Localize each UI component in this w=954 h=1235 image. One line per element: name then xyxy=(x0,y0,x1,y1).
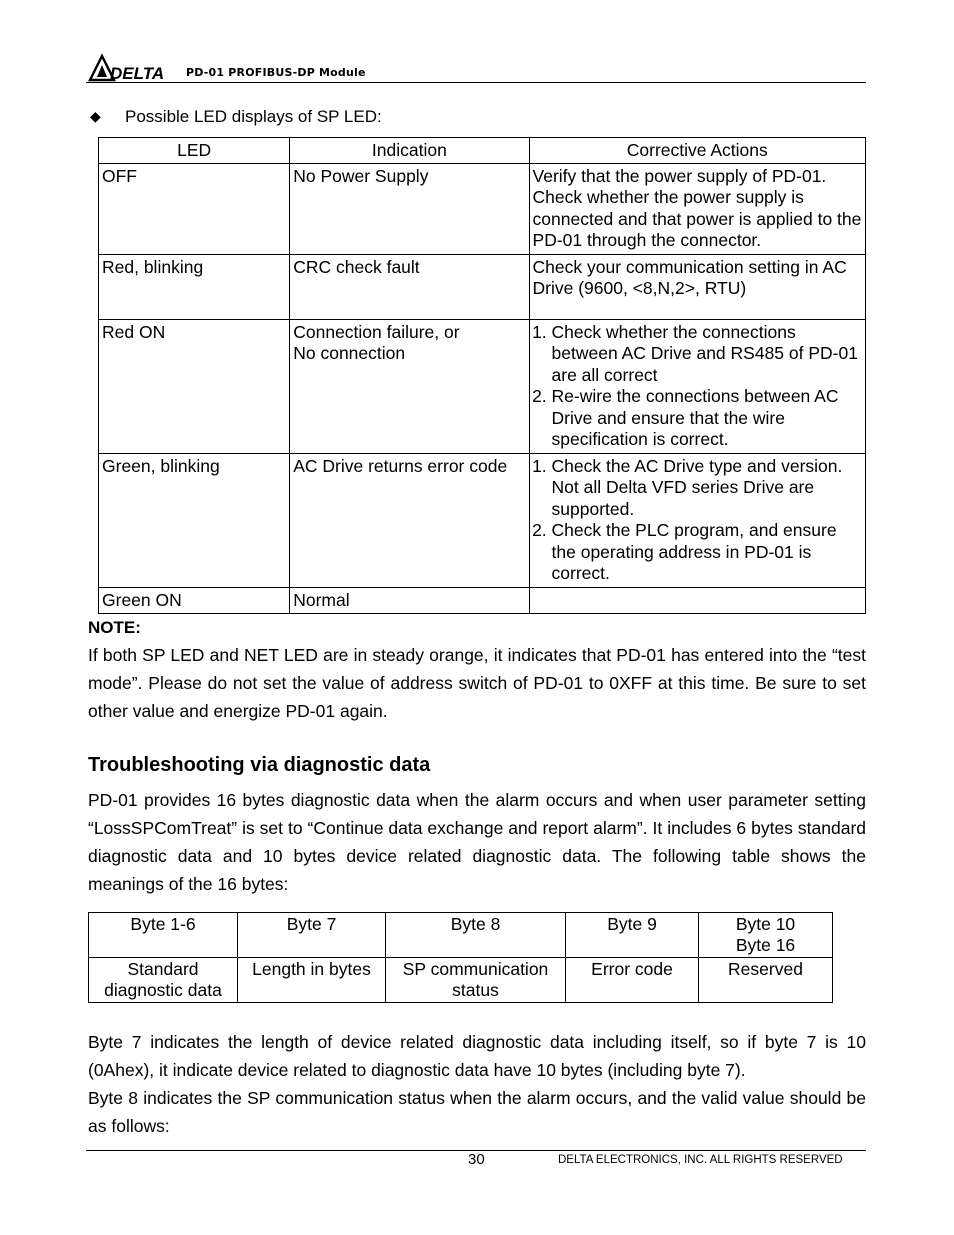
actions-list xyxy=(533,322,862,451)
indication-cell xyxy=(290,254,529,319)
actions-cell xyxy=(529,587,865,614)
actions-cell xyxy=(529,453,865,587)
actions-cell: Verify that the power supply of PD-01. Check whether the power supply is connected and that power is applied to the PD-01 through the connector. xyxy=(529,163,865,254)
byte-header-line: Byte 10 xyxy=(735,914,796,934)
header-title: PD-01 PROFIBUS-DP Module xyxy=(186,66,366,79)
indication-line: CRC check fault xyxy=(293,256,420,277)
delta-logo xyxy=(88,52,174,82)
led-cell: Green, blinking xyxy=(99,453,290,587)
table-row xyxy=(99,587,866,614)
indication-cell xyxy=(290,163,529,254)
action-item: 2. Check the PLC program, and ensure the operating address in PD-01 is correct. xyxy=(552,520,862,585)
byte-header-line: Byte 8 xyxy=(450,914,501,934)
action-item: 1. Check whether the connections between AC Drive and RS485 of PD-01 are all correct xyxy=(552,322,862,387)
byte-value-line: SP communication xyxy=(402,959,549,979)
indication-line: No Power Supply xyxy=(293,165,429,186)
led-cell: OFF xyxy=(99,163,290,254)
actions-cell: Check your communication setting in AC Drive (9600, <8,N,2>, RTU) xyxy=(529,254,865,319)
bullet-intro-text: Possible LED displays of SP LED: xyxy=(125,107,382,126)
actions-cell xyxy=(529,319,865,453)
header-divider xyxy=(86,82,866,83)
indication-line: Connection failure, or xyxy=(293,321,460,342)
table-row xyxy=(99,319,866,453)
byte-value-line: Length in bytes xyxy=(252,959,371,979)
byte-value-line: status xyxy=(452,980,499,1000)
led-header-actions: Corrective Actions xyxy=(529,138,865,164)
table-row xyxy=(99,453,866,587)
byte-header-cell xyxy=(89,913,238,958)
action-item: 2. Re-wire the connections between AC Drive and ensure that the wire specification is correct. xyxy=(552,386,862,451)
indication-cell xyxy=(290,453,529,587)
copyright-text: DELTA ELECTRONICS, INC. ALL RIGHTS RESERVED xyxy=(558,1154,843,1166)
byte-value-line: Standard xyxy=(127,959,199,979)
byte-value-cell xyxy=(566,958,699,1003)
svg-text:DELTA: DELTA xyxy=(110,64,165,82)
page-number: 30 xyxy=(468,1151,485,1168)
led-cell: Red, blinking xyxy=(99,254,290,319)
led-table xyxy=(98,137,866,614)
indication-line: No connection xyxy=(293,343,406,363)
note-label: NOTE: xyxy=(88,618,141,637)
byte7-paragraph: Byte 7 indicates the length of device related diagnostic data including itself, so if byte 7 is 10 (0Ahex), it indicate device related to diagnostic data have 10 bytes (including byte 7). xyxy=(88,1032,866,1080)
byte-value-line: Error code xyxy=(591,959,673,979)
byte-value-line: diagnostic data xyxy=(104,980,222,1000)
indication-cell xyxy=(290,319,529,453)
diagnostic-paragraph: PD-01 provides 16 bytes diagnostic data when the alarm occurs and when user parameter setting “LossSPComTreat” is set to “Continue data exchange and report alarm”. It includes 6 bytes standard diagnostic data and 10 bytes device related diagnostic data. The following table shows the meanings of the 16 bytes: xyxy=(88,790,866,894)
byte-header-cell xyxy=(386,913,566,958)
byte-value-cell xyxy=(699,958,833,1003)
byte-value-cell xyxy=(386,958,566,1003)
table-row xyxy=(99,163,866,254)
byte8-paragraph: Byte 8 indicates the SP communication status when the alarm occurs, and the valid value should be as follows: xyxy=(88,1088,866,1136)
led-header-indication: Indication xyxy=(290,138,529,164)
byte-value-line: Reserved xyxy=(728,959,803,979)
actions-list xyxy=(533,456,862,585)
byte-table-header-row xyxy=(89,913,833,958)
note-paragraph: If both SP LED and NET LED are in steady orange, it indicates that PD-01 has entered into the “test mode”. Please do not set the value of address switch of PD-01 to 0XFF at this time. Be sure to set other value and energize PD-01 again. xyxy=(88,645,866,721)
byte-value-cell xyxy=(89,958,238,1003)
byte-header-line: Byte 1-6 xyxy=(130,914,196,934)
byte-header-line: Byte 7 xyxy=(286,914,337,934)
led-table-header-row xyxy=(99,138,866,164)
indication-cell xyxy=(290,587,529,614)
diamond-bullet-icon: ◆ xyxy=(90,108,101,124)
led-cell: Green ON xyxy=(99,587,290,614)
byte-header-cell xyxy=(566,913,699,958)
led-header-led: LED xyxy=(99,138,290,164)
byte-header-line: Byte 9 xyxy=(607,914,657,934)
byte-value-cell xyxy=(238,958,386,1003)
byte-header-cell xyxy=(238,913,386,958)
section-heading: Troubleshooting via diagnostic data xyxy=(88,754,431,776)
byte-header-line: Byte 16 xyxy=(735,935,796,955)
led-cell: Red ON xyxy=(99,319,290,453)
byte-table-value-row xyxy=(89,958,833,1003)
action-item: 1. Check the AC Drive type and version. Not all Delta VFD series Drive are supported. xyxy=(552,456,862,521)
table-row xyxy=(99,254,866,319)
indication-line: Normal xyxy=(293,589,350,610)
byte-header-cell xyxy=(699,913,833,958)
byte-table xyxy=(88,912,833,1003)
indication-line: AC Drive returns error code xyxy=(293,455,508,476)
